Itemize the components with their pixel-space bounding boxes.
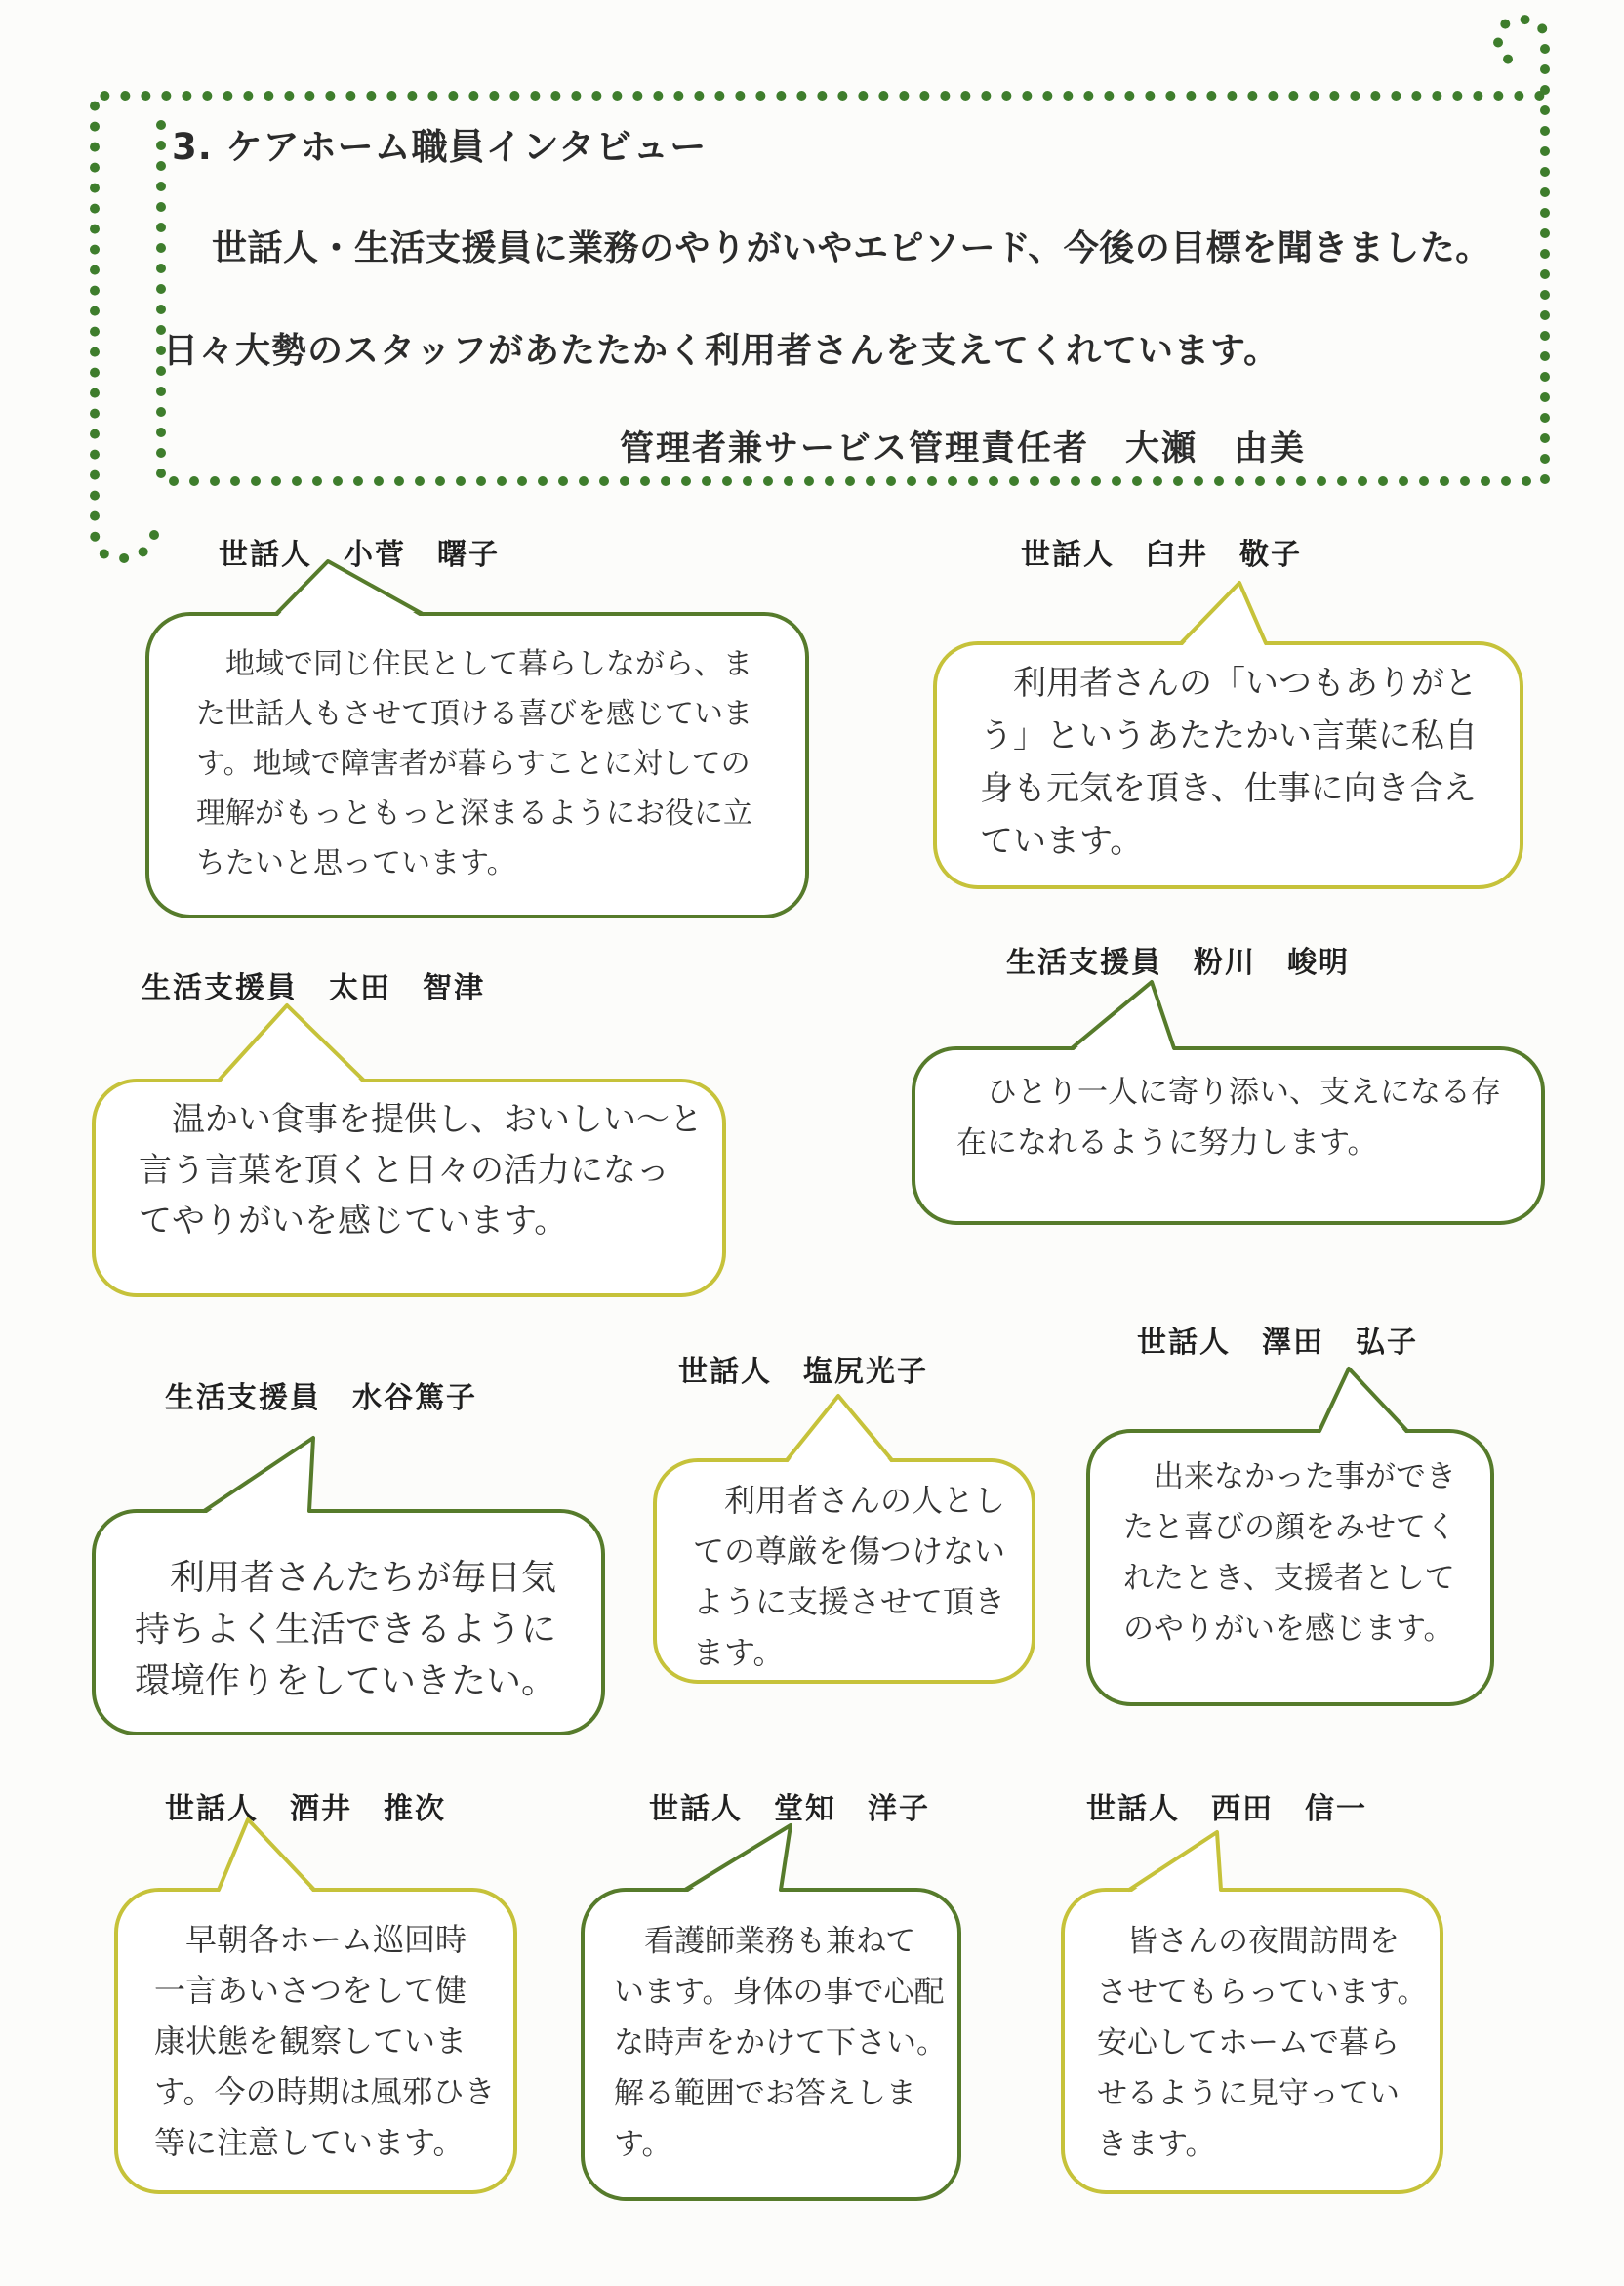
comment-line: ちたいと思っています。	[196, 846, 516, 880]
comment-line: 解る範囲でお答えしま	[614, 2076, 916, 2111]
speech-bubble	[581, 1888, 961, 2201]
staff-name: 世話人 塩尻光子	[678, 1355, 928, 1389]
comment	[1090, 1433, 1490, 1654]
speech-bubble	[145, 612, 809, 918]
speech-bubble	[1061, 1888, 1443, 2194]
comment-line: ひとり一人に寄り添い、支えになる存	[987, 1075, 1501, 1110]
comment-line: 出来なかった事ができ	[1154, 1459, 1456, 1494]
comment-line: 温かい食事を提供し、おいしい～と	[172, 1100, 703, 1139]
comment-line: きます。	[1097, 2127, 1216, 2162]
comment	[96, 1082, 722, 1246]
speech-bubble-tail	[653, 1380, 1035, 1470]
comment-line: のやりがいを感じます。	[1123, 1612, 1454, 1647]
speech-bubble-tail	[933, 563, 1523, 653]
staff-name: 世話人 澤田 弘子	[1137, 1326, 1418, 1360]
section-title: 3. ケアホーム職員インタビュー	[172, 126, 708, 168]
intro-line: 世話人・生活支援員に業務のやりがいやエピソード、今後の目標を聞きました。	[212, 228, 1491, 268]
speech-bubble-tail	[92, 1000, 726, 1090]
comment-line: 在になれるように努力します。	[956, 1125, 1378, 1161]
comment-line: 安心してホームで暮ら	[1097, 2025, 1400, 2061]
speech-bubble-tail	[912, 968, 1545, 1058]
comment-line: ています。	[980, 822, 1144, 861]
staff-name: 生活支援員 粉川 峻明	[1006, 946, 1350, 980]
comment-line: す。今の時期は風邪ひき	[154, 2073, 496, 2110]
comment-line: 康状態を観察していま	[154, 2022, 467, 2060]
staff-name: 生活支援員 太田 智津	[142, 971, 485, 1005]
signature: 管理者兼サービス管理責任者 大瀬 由美	[620, 429, 1307, 469]
comment-line: 利用者さんの「いつもありがと	[1013, 664, 1478, 703]
comment	[915, 1050, 1541, 1168]
comment-line: 等に注意しています。	[154, 2124, 465, 2161]
speech-bubble-tail	[114, 1810, 517, 1899]
comment	[1065, 1892, 1440, 2170]
staff-name: 世話人 酒井 推次	[165, 1792, 446, 1826]
comment	[96, 1513, 601, 1707]
comment-line: た世話人もさせて頂ける喜びを感じていま	[196, 697, 752, 731]
comment-line: す。	[614, 2127, 672, 2162]
speech-bubble	[653, 1458, 1035, 1684]
speech-bubble	[114, 1888, 517, 2194]
speech-bubble	[912, 1046, 1545, 1225]
comment	[585, 1892, 957, 2170]
comment-line: 理解がもっともっと深まるようにお役に立	[196, 796, 752, 831]
comment-line: います。身体の事で心配	[614, 1975, 945, 2010]
comment	[149, 616, 805, 888]
comment-line: 看護師業務も兼ねて	[644, 1924, 916, 1959]
speech-bubble	[933, 641, 1523, 889]
staff-name: 世話人 小菅 曙子	[219, 538, 500, 572]
speech-bubble-tail	[145, 534, 809, 624]
comment-line: せるように見守ってい	[1097, 2076, 1400, 2111]
comment-line: てやりがいを感じています。	[139, 1202, 568, 1241]
comment-line: 皆さんの夜間訪問を	[1127, 1924, 1400, 1959]
speech-bubble	[92, 1079, 726, 1297]
comment	[937, 645, 1520, 868]
speech-bubble-tail	[92, 1431, 605, 1521]
comment-line: 環境作りをしていきたい。	[135, 1661, 557, 1701]
dotted-frame	[0, 0, 1624, 605]
comment	[118, 1892, 513, 2168]
speech-bubble	[1086, 1429, 1494, 1706]
staff-name: 生活支援員 水谷篤子	[165, 1381, 477, 1415]
speech-bubble-tail	[1086, 1351, 1494, 1441]
comment-line: ように支援させて頂き	[693, 1583, 1006, 1620]
staff-name: 世話人 西田 信一	[1086, 1792, 1367, 1826]
comment-line: ての尊厳を傷つけない	[693, 1532, 1006, 1570]
comment-line: 早朝各ホーム巡回時	[185, 1921, 467, 1958]
comment-line: 利用者さんたちが毎日気	[170, 1558, 557, 1598]
comment-line: れたとき、支援者として	[1123, 1561, 1455, 1596]
staff-name: 世話人 堂知 洋子	[649, 1792, 930, 1826]
comment-line: 一言あいさつをして健	[154, 1972, 467, 2009]
comment-line: 利用者さんの人とし	[724, 1482, 1006, 1519]
intro-line: 日々大勢のスタッフがあたたかく利用者さんを支えてくれています。	[163, 331, 1280, 371]
comment-line: 地域で同じ住民として暮らしながら、ま	[225, 647, 752, 681]
speech-bubble-tail	[1061, 1810, 1443, 1899]
comment-line: う」というあたたかい言葉に私自	[980, 716, 1478, 755]
comment	[657, 1462, 1032, 1678]
comment-line: 持ちよく生活できるように	[135, 1610, 557, 1650]
comment-line: たと喜びの顔をみせてく	[1123, 1510, 1456, 1545]
comment-line: す。地域で障害者が暮らすことに対しての	[196, 747, 751, 781]
comment-line: ます。	[693, 1634, 785, 1671]
speech-bubble	[92, 1509, 605, 1735]
comment-line: 身も元気を頂き、仕事に向き合え	[980, 769, 1477, 808]
speech-bubble-tail	[581, 1810, 961, 1899]
comment-line: させてもらっています。	[1097, 1975, 1428, 2010]
staff-name: 世話人 臼井 敬子	[1021, 538, 1302, 572]
comment-line: な時声をかけて下さい。	[614, 2025, 947, 2061]
comment-line: 言う言葉を頂くと日々の活力になっ	[139, 1151, 670, 1190]
